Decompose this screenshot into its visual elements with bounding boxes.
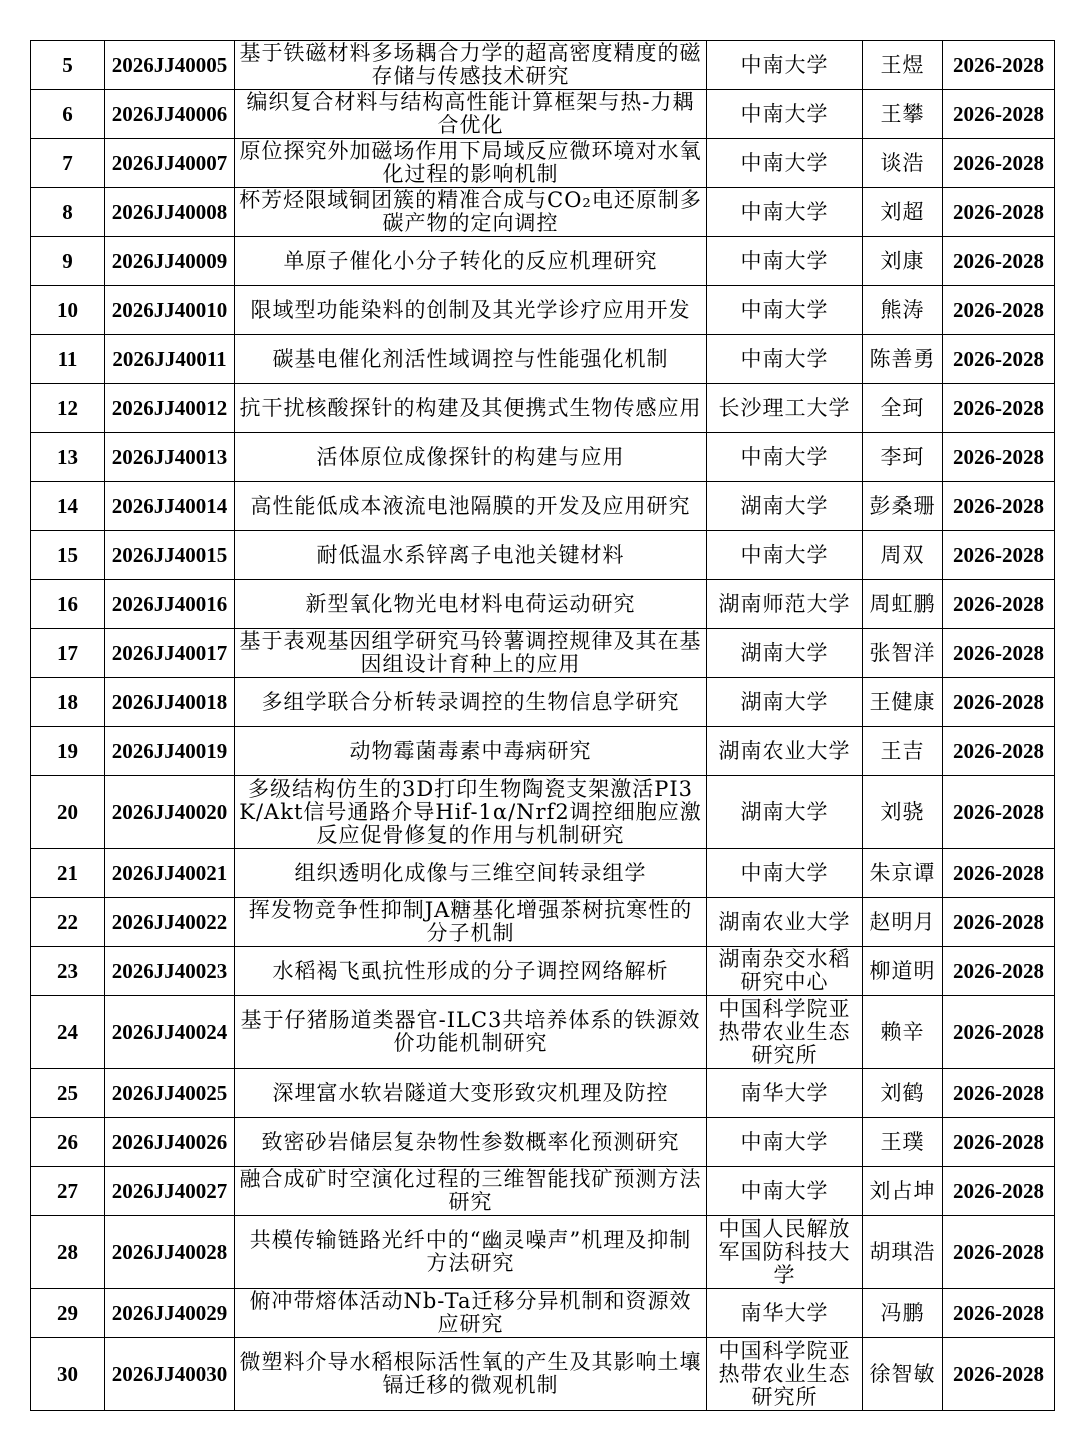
project-period: 2026-2028 <box>943 531 1055 580</box>
host-unit: 中南大学 <box>707 531 863 580</box>
host-unit: 中南大学 <box>707 433 863 482</box>
project-leader: 刘鹤 <box>863 1069 943 1118</box>
project-period: 2026-2028 <box>943 188 1055 237</box>
table-row <box>31 237 1055 286</box>
project-code: 2026JJ40027 <box>105 1167 235 1216</box>
row-number: 29 <box>31 1289 105 1338</box>
row-number: 8 <box>31 188 105 237</box>
host-unit: 中南大学 <box>707 188 863 237</box>
project-period: 2026-2028 <box>943 482 1055 531</box>
project-period: 2026-2028 <box>943 1167 1055 1216</box>
project-leader: 张智洋 <box>863 629 943 678</box>
host-unit: 湖南农业大学 <box>707 727 863 776</box>
row-number: 25 <box>31 1069 105 1118</box>
project-code: 2026JJ40009 <box>105 237 235 286</box>
table-row <box>31 384 1055 433</box>
project-table-body <box>31 41 1055 1411</box>
project-leader: 周双 <box>863 531 943 580</box>
table-row <box>31 898 1055 947</box>
table-row <box>31 433 1055 482</box>
project-leader: 王煜 <box>863 41 943 90</box>
project-leader: 刘超 <box>863 188 943 237</box>
host-unit: 湖南大学 <box>707 629 863 678</box>
table-row <box>31 482 1055 531</box>
table-row <box>31 1338 1055 1411</box>
project-leader: 王攀 <box>863 90 943 139</box>
project-code: 2026JJ40025 <box>105 1069 235 1118</box>
project-title: 原位探究外加磁场作用下局域反应微环境对水氧化过程的影响机制 <box>235 139 707 188</box>
table-row <box>31 629 1055 678</box>
project-period: 2026-2028 <box>943 41 1055 90</box>
table-row <box>31 1216 1055 1289</box>
project-leader: 全珂 <box>863 384 943 433</box>
project-code: 2026JJ40020 <box>105 776 235 849</box>
project-leader: 彭桑珊 <box>863 482 943 531</box>
project-leader: 刘康 <box>863 237 943 286</box>
project-leader: 朱京谭 <box>863 849 943 898</box>
host-unit: 中国科学院亚热带农业生态研究所 <box>707 1338 863 1411</box>
project-table <box>30 40 1055 1411</box>
row-number: 13 <box>31 433 105 482</box>
host-unit: 长沙理工大学 <box>707 384 863 433</box>
project-leader: 王璞 <box>863 1118 943 1167</box>
project-title: 基于铁磁材料多场耦合力学的超高密度精度的磁存储与传感技术研究 <box>235 41 707 90</box>
table-row <box>31 1069 1055 1118</box>
row-number: 9 <box>31 237 105 286</box>
table-row <box>31 996 1055 1069</box>
project-title: 挥发物竞争性抑制JA糖基化增强茶树抗寒性的分子机制 <box>235 898 707 947</box>
table-row <box>31 1289 1055 1338</box>
project-code: 2026JJ40017 <box>105 629 235 678</box>
host-unit: 中国人民解放军国防科技大学 <box>707 1216 863 1289</box>
project-period: 2026-2028 <box>943 678 1055 727</box>
table-row <box>31 776 1055 849</box>
table-row <box>31 90 1055 139</box>
project-leader: 谈浩 <box>863 139 943 188</box>
project-code: 2026JJ40026 <box>105 1118 235 1167</box>
project-leader: 刘占坤 <box>863 1167 943 1216</box>
table-row <box>31 1118 1055 1167</box>
project-title: 耐低温水系锌离子电池关键材料 <box>235 531 707 580</box>
row-number: 19 <box>31 727 105 776</box>
row-number: 15 <box>31 531 105 580</box>
row-number: 16 <box>31 580 105 629</box>
row-number: 5 <box>31 41 105 90</box>
project-period: 2026-2028 <box>943 580 1055 629</box>
table-row <box>31 849 1055 898</box>
row-number: 11 <box>31 335 105 384</box>
row-number: 21 <box>31 849 105 898</box>
row-number: 6 <box>31 90 105 139</box>
project-title: 深埋富水软岩隧道大变形致灾机理及防控 <box>235 1069 707 1118</box>
row-number: 23 <box>31 947 105 996</box>
project-leader: 赵明月 <box>863 898 943 947</box>
project-code: 2026JJ40015 <box>105 531 235 580</box>
project-code: 2026JJ40012 <box>105 384 235 433</box>
host-unit: 湖南杂交水稻研究中心 <box>707 947 863 996</box>
host-unit: 湖南大学 <box>707 482 863 531</box>
project-title: 融合成矿时空演化过程的三维智能找矿预测方法研究 <box>235 1167 707 1216</box>
project-title: 编织复合材料与结构高性能计算框架与热-力耦合优化 <box>235 90 707 139</box>
project-code: 2026JJ40006 <box>105 90 235 139</box>
project-leader: 陈善勇 <box>863 335 943 384</box>
host-unit: 中国科学院亚热带农业生态研究所 <box>707 996 863 1069</box>
project-title: 水稻褐飞虱抗性形成的分子调控网络解析 <box>235 947 707 996</box>
project-period: 2026-2028 <box>943 947 1055 996</box>
project-period: 2026-2028 <box>943 286 1055 335</box>
project-title: 限域型功能染料的创制及其光学诊疗应用开发 <box>235 286 707 335</box>
project-code: 2026JJ40022 <box>105 898 235 947</box>
project-period: 2026-2028 <box>943 237 1055 286</box>
project-period: 2026-2028 <box>943 996 1055 1069</box>
project-period: 2026-2028 <box>943 433 1055 482</box>
host-unit: 南华大学 <box>707 1069 863 1118</box>
project-title: 高性能低成本液流电池隔膜的开发及应用研究 <box>235 482 707 531</box>
project-leader: 熊涛 <box>863 286 943 335</box>
project-code: 2026JJ40005 <box>105 41 235 90</box>
table-row <box>31 678 1055 727</box>
host-unit: 中南大学 <box>707 1167 863 1216</box>
project-title: 多组学联合分析转录调控的生物信息学研究 <box>235 678 707 727</box>
table-row <box>31 580 1055 629</box>
row-number: 30 <box>31 1338 105 1411</box>
row-number: 24 <box>31 996 105 1069</box>
project-code: 2026JJ40019 <box>105 727 235 776</box>
table-row <box>31 188 1055 237</box>
project-period: 2026-2028 <box>943 1216 1055 1289</box>
project-period: 2026-2028 <box>943 335 1055 384</box>
project-period: 2026-2028 <box>943 1289 1055 1338</box>
host-unit: 中南大学 <box>707 286 863 335</box>
table-row <box>31 41 1055 90</box>
project-title: 致密砂岩储层复杂物性参数概率化预测研究 <box>235 1118 707 1167</box>
project-leader: 王吉 <box>863 727 943 776</box>
project-title: 抗干扰核酸探针的构建及其便携式生物传感应用 <box>235 384 707 433</box>
host-unit: 中南大学 <box>707 41 863 90</box>
project-leader: 刘骁 <box>863 776 943 849</box>
host-unit: 中南大学 <box>707 237 863 286</box>
host-unit: 中南大学 <box>707 139 863 188</box>
project-leader: 周虹鹏 <box>863 580 943 629</box>
project-period: 2026-2028 <box>943 1118 1055 1167</box>
project-title: 新型氧化物光电材料电荷运动研究 <box>235 580 707 629</box>
project-title: 动物霉菌毒素中毒病研究 <box>235 727 707 776</box>
project-code: 2026JJ40028 <box>105 1216 235 1289</box>
row-number: 26 <box>31 1118 105 1167</box>
project-period: 2026-2028 <box>943 90 1055 139</box>
project-code: 2026JJ40010 <box>105 286 235 335</box>
project-code: 2026JJ40008 <box>105 188 235 237</box>
host-unit: 南华大学 <box>707 1289 863 1338</box>
project-period: 2026-2028 <box>943 776 1055 849</box>
project-period: 2026-2028 <box>943 384 1055 433</box>
project-period: 2026-2028 <box>943 139 1055 188</box>
row-number: 28 <box>31 1216 105 1289</box>
project-leader: 冯鹏 <box>863 1289 943 1338</box>
row-number: 22 <box>31 898 105 947</box>
host-unit: 湖南大学 <box>707 776 863 849</box>
project-title: 基于表观基因组学研究马铃薯调控规律及其在基因组设计育种上的应用 <box>235 629 707 678</box>
host-unit: 中南大学 <box>707 90 863 139</box>
project-title: 共模传输链路光纤中的“幽灵噪声”机理及抑制方法研究 <box>235 1216 707 1289</box>
project-code: 2026JJ40023 <box>105 947 235 996</box>
project-title: 碳基电催化剂活性域调控与性能强化机制 <box>235 335 707 384</box>
project-code: 2026JJ40007 <box>105 139 235 188</box>
project-leader: 徐智敏 <box>863 1338 943 1411</box>
project-title: 多级结构仿生的3D打印生物陶瓷支架激活PI3K/Akt信号通路介导Hif-1α/Nrf2调控细胞应激反应促骨修复的作用与机制研究 <box>235 776 707 849</box>
table-row <box>31 335 1055 384</box>
project-leader: 柳道明 <box>863 947 943 996</box>
project-code: 2026JJ40013 <box>105 433 235 482</box>
table-row <box>31 947 1055 996</box>
project-title: 杯芳烃限域铜团簇的精准合成与CO₂电还原制多碳产物的定向调控 <box>235 188 707 237</box>
project-title: 俯冲带熔体活动Nb-Ta迁移分异机制和资源效应研究 <box>235 1289 707 1338</box>
project-period: 2026-2028 <box>943 898 1055 947</box>
row-number: 10 <box>31 286 105 335</box>
project-period: 2026-2028 <box>943 849 1055 898</box>
project-period: 2026-2028 <box>943 727 1055 776</box>
project-code: 2026JJ40011 <box>105 335 235 384</box>
row-number: 18 <box>31 678 105 727</box>
host-unit: 湖南大学 <box>707 678 863 727</box>
project-title: 活体原位成像探针的构建与应用 <box>235 433 707 482</box>
table-row <box>31 286 1055 335</box>
host-unit: 湖南农业大学 <box>707 898 863 947</box>
project-period: 2026-2028 <box>943 1338 1055 1411</box>
host-unit: 中南大学 <box>707 335 863 384</box>
project-code: 2026JJ40021 <box>105 849 235 898</box>
row-number: 14 <box>31 482 105 531</box>
host-unit: 湖南师范大学 <box>707 580 863 629</box>
host-unit: 中南大学 <box>707 1118 863 1167</box>
row-number: 27 <box>31 1167 105 1216</box>
project-leader: 胡琪浩 <box>863 1216 943 1289</box>
project-title: 基于仔猪肠道类器官-ILC3共培养体系的铁源效价功能机制研究 <box>235 996 707 1069</box>
host-unit: 中南大学 <box>707 849 863 898</box>
project-code: 2026JJ40014 <box>105 482 235 531</box>
project-leader: 李珂 <box>863 433 943 482</box>
table-row <box>31 727 1055 776</box>
project-code: 2026JJ40030 <box>105 1338 235 1411</box>
row-number: 20 <box>31 776 105 849</box>
table-row <box>31 139 1055 188</box>
project-leader: 王健康 <box>863 678 943 727</box>
row-number: 12 <box>31 384 105 433</box>
table-row <box>31 1167 1055 1216</box>
project-title: 单原子催化小分子转化的反应机理研究 <box>235 237 707 286</box>
project-code: 2026JJ40016 <box>105 580 235 629</box>
project-title: 微塑料介导水稻根际活性氧的产生及其影响土壤镉迁移的微观机制 <box>235 1338 707 1411</box>
row-number: 17 <box>31 629 105 678</box>
project-period: 2026-2028 <box>943 629 1055 678</box>
project-leader: 赖辛 <box>863 996 943 1069</box>
project-code: 2026JJ40018 <box>105 678 235 727</box>
project-period: 2026-2028 <box>943 1069 1055 1118</box>
project-code: 2026JJ40029 <box>105 1289 235 1338</box>
project-code: 2026JJ40024 <box>105 996 235 1069</box>
table-row <box>31 531 1055 580</box>
project-title: 组织透明化成像与三维空间转录组学 <box>235 849 707 898</box>
row-number: 7 <box>31 139 105 188</box>
